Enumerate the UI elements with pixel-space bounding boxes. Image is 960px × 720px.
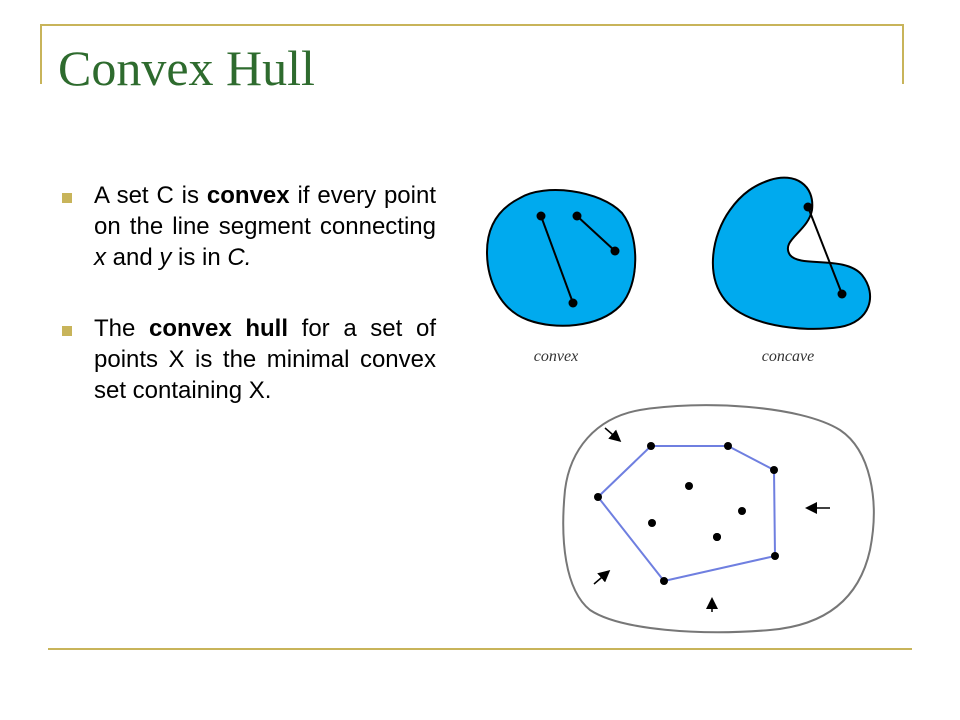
bullet-var-c: C. xyxy=(227,244,252,271)
bullet-var-x: x xyxy=(94,244,106,271)
convex-point xyxy=(537,212,546,221)
outer-boundary xyxy=(563,405,873,632)
shrink-arrow-icon xyxy=(594,572,608,584)
concave-shape xyxy=(713,178,870,329)
concave-label: concave xyxy=(761,348,815,365)
bullet-term-convex: convex xyxy=(206,182,290,209)
bullet-term-convex-hull: convex hull xyxy=(149,315,289,342)
convex-point xyxy=(611,247,620,256)
convex-shape xyxy=(487,190,635,326)
interior-point xyxy=(738,507,746,515)
bullet-var-y: y xyxy=(159,244,172,271)
convex-label: convex xyxy=(533,348,579,365)
bullet-text: The xyxy=(94,315,149,342)
interior-point xyxy=(685,482,693,490)
hull-vertex xyxy=(724,442,732,450)
hull-vertex xyxy=(647,442,655,450)
hull-vertex xyxy=(660,577,668,585)
shrink-arrow-icon xyxy=(605,428,619,440)
interior-point xyxy=(648,519,656,527)
bullet-text: if every point on the line segment connecting xyxy=(94,182,437,240)
convex-point xyxy=(569,299,578,308)
concave-point xyxy=(804,203,813,212)
convex-hull-polygon xyxy=(598,446,775,581)
concave-point xyxy=(838,290,847,299)
interior-point xyxy=(713,533,721,541)
bullet-text: is in xyxy=(171,244,228,271)
convex-point xyxy=(573,212,582,221)
bullet-text: for a set of points X is the minimal convex set containing X. xyxy=(94,315,436,404)
hull-vertex xyxy=(771,552,779,560)
hull-vertex xyxy=(770,466,778,474)
bullet-text: and xyxy=(106,244,160,271)
bullet-text: A set C is xyxy=(94,182,207,209)
hull-vertex xyxy=(594,493,602,501)
slide-title: Convex Hull xyxy=(58,40,315,96)
